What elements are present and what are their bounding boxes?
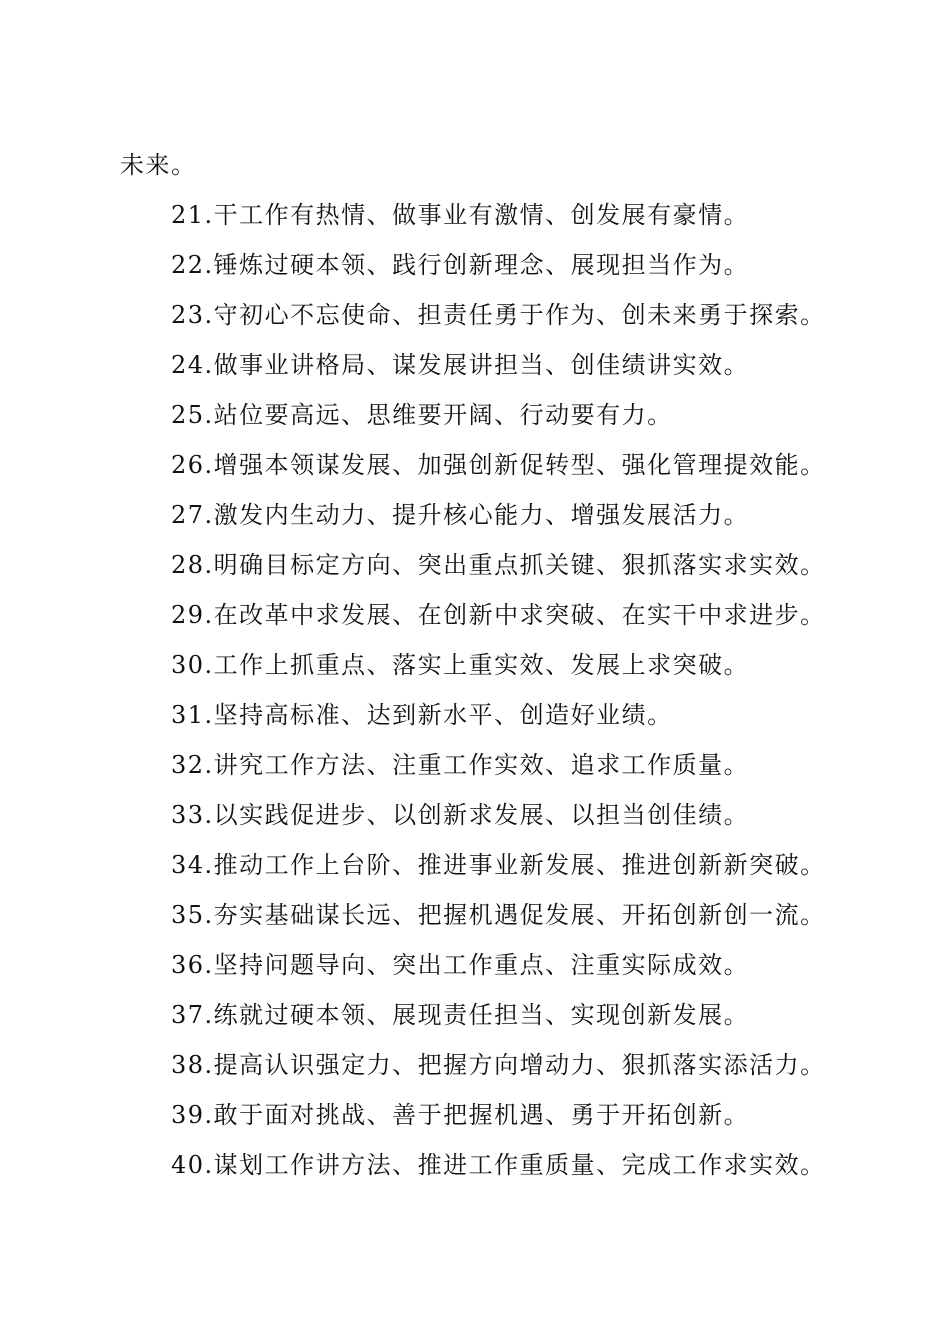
list-item: 35.夯实基础谋长远、把握机遇促发展、开拓创新创一流。 (171, 901, 826, 929)
list-item: 36.坚持问题导向、突出工作重点、注重实际成效。 (171, 951, 750, 979)
list-item: 37.练就过硬本领、展现责任担当、实现创新发展。 (171, 1001, 750, 1029)
list-item: 26.增强本领谋发展、加强创新促转型、强化管理提效能。 (171, 451, 826, 479)
list-item: 39.敢于面对挑战、善于把握机遇、勇于开拓创新。 (171, 1101, 750, 1129)
list-item: 31.坚持高标准、达到新水平、创造好业绩。 (171, 701, 673, 729)
list-item: 23.守初心不忘使命、担责任勇于作为、创未来勇于探索。 (171, 301, 826, 329)
list-item: 29.在改革中求发展、在创新中求突破、在实干中求进步。 (171, 601, 826, 629)
slogan-list (171, 195, 826, 1195)
list-item: 40.谋划工作讲方法、推进工作重质量、完成工作求实效。 (171, 1151, 826, 1179)
continuation-text: 未来。 (120, 151, 197, 179)
list-item: 22.锤炼过硬本领、践行创新理念、展现担当作为。 (171, 251, 750, 279)
list-item: 32.讲究工作方法、注重工作实效、追求工作质量。 (171, 751, 750, 779)
list-item: 24.做事业讲格局、谋发展讲担当、创佳绩讲实效。 (171, 351, 750, 379)
list-item: 34.推动工作上台阶、推进事业新发展、推进创新新突破。 (171, 851, 826, 879)
list-item: 33.以实践促进步、以创新求发展、以担当创佳绩。 (171, 801, 750, 829)
list-item: 27.激发内生动力、提升核心能力、增强发展活力。 (171, 501, 750, 529)
list-item: 25.站位要高远、思维要开阔、行动要有力。 (171, 401, 673, 429)
list-item: 28.明确目标定方向、突出重点抓关键、狠抓落实求实效。 (171, 551, 826, 579)
list-item: 21.干工作有热情、做事业有激情、创发展有豪情。 (171, 201, 750, 229)
list-item: 30.工作上抓重点、落实上重实效、发展上求突破。 (171, 651, 750, 679)
list-item: 38.提高认识强定力、把握方向增动力、狠抓落实添活力。 (171, 1051, 826, 1079)
